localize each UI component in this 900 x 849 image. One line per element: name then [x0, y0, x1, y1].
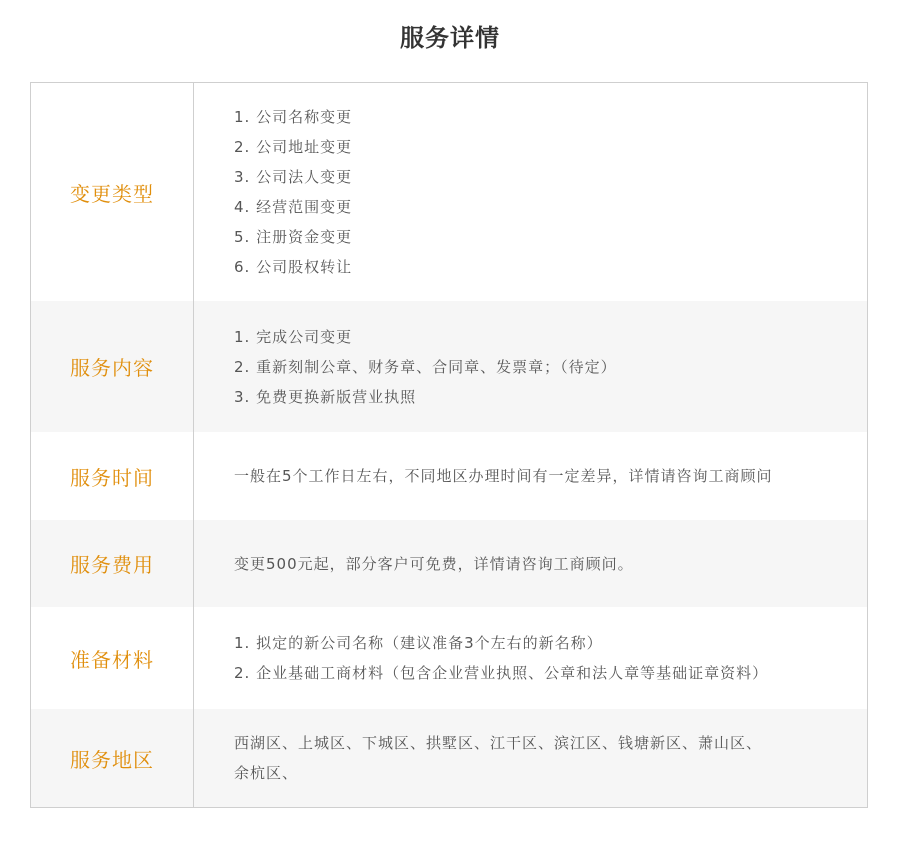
list-item: 变更500元起，部分客户可免费，详情请咨询工商顾问。 [234, 554, 634, 573]
list-item: 2. 重新刻制公章、财务章、合同章、发票章；（待定） [234, 357, 617, 376]
page-title: 服务详情 [400, 24, 500, 52]
service-details-table [30, 82, 868, 808]
list-item: 一般在5个工作日左右，不同地区办理时间有一定差异，详情请咨询工商顾问 [234, 467, 773, 485]
list-item: 3. 公司法人变更 [234, 168, 353, 186]
row-content [194, 520, 867, 607]
row-content [194, 432, 867, 520]
list-item: 5. 注册资金变更 [234, 228, 353, 246]
row-content [194, 83, 867, 301]
list-item: 1. 完成公司变更 [234, 327, 353, 346]
row-service-fee [31, 520, 867, 607]
row-content [194, 301, 867, 432]
row-label: 服务内容 [31, 301, 194, 432]
list-item: 1. 拟定的新公司名称（建议准备3个左右的新名称） [234, 634, 603, 652]
row-service-content [31, 301, 867, 432]
list-item: 余杭区、 [234, 764, 299, 782]
list-item: 6. 公司股权转让 [234, 258, 353, 276]
list-item: 2. 企业基础工商材料（包含企业营业执照、公章和法人章等基础证章资料） [234, 664, 769, 682]
list-item: 西湖区、上城区、下城区、拱墅区、江干区、滨江区、钱塘新区、萧山区、 [234, 734, 763, 752]
row-label: 服务时间 [31, 432, 194, 520]
row-content [194, 709, 867, 807]
list-item: 2. 公司地址变更 [234, 138, 353, 156]
row-service-time [31, 432, 867, 520]
row-label: 变更类型 [31, 83, 194, 301]
row-materials [31, 607, 867, 709]
row-label: 服务费用 [31, 520, 194, 607]
row-label: 准备材料 [31, 607, 194, 709]
list-item: 4. 经营范围变更 [234, 198, 353, 216]
row-change-type [31, 83, 867, 301]
list-item: 3. 免费更换新版营业执照 [234, 387, 417, 406]
row-content [194, 607, 867, 709]
row-label: 服务地区 [31, 709, 194, 807]
row-service-area [31, 709, 867, 807]
list-item: 1. 公司名称变更 [234, 108, 353, 126]
